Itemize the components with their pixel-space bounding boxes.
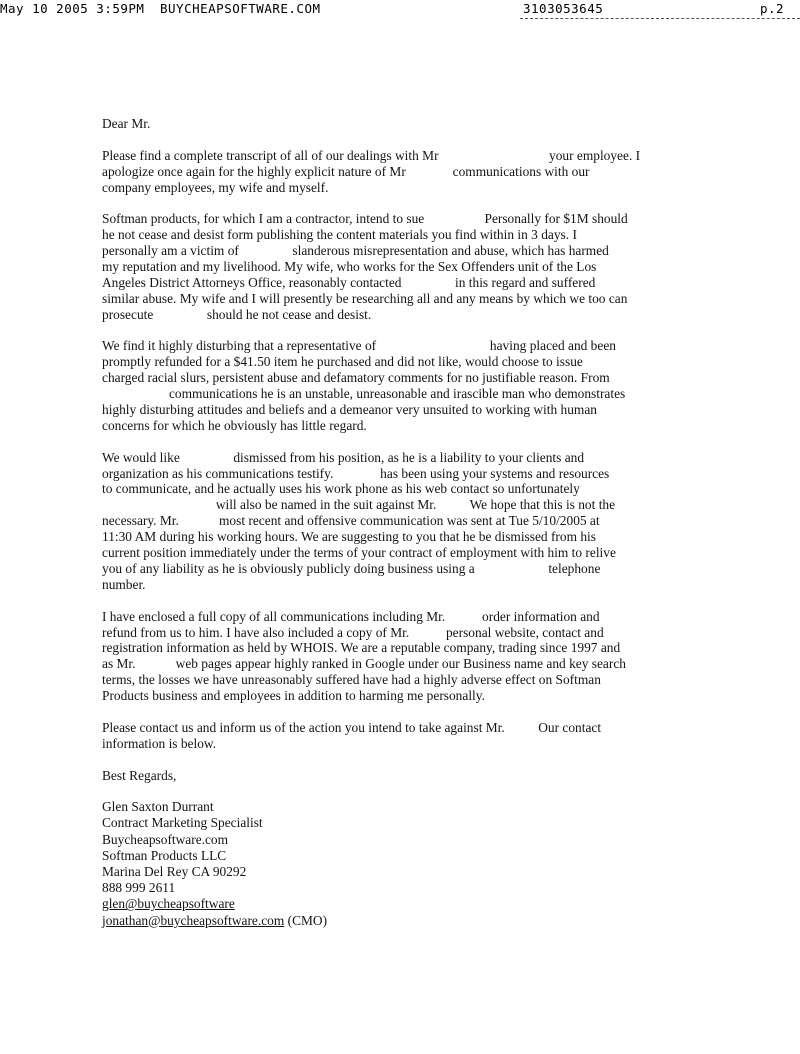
paragraph-line: company employees, my wife and myself. — [102, 179, 329, 195]
signature-title: Contract Marketing Specialist — [102, 815, 263, 831]
paragraph-line: will also be named in the suit against Mr. We hope that this is not the — [102, 497, 616, 513]
signature-block — [102, 799, 714, 929]
closing: Best Regards, — [102, 767, 177, 783]
paragraph-line: organization as his communications testify. has been using your systems and resources — [102, 465, 610, 481]
fax-sender: BUYCHEAPSOFTWARE.COM — [160, 1, 321, 16]
paragraph-line: necessary. Mr. most recent and offensive communication was sent at Tue 5/10/2005 at — [102, 513, 600, 529]
paragraph-line: 11:30 AM during his working hours. We are suggesting to you that he be dismissed from his — [102, 529, 596, 545]
email-link-jonathan[interactable]: jonathan@buycheapsoftware.com — [102, 912, 285, 928]
paragraph-line: Products business and employees in addition to harming me personally. — [102, 688, 485, 704]
paragraph-line: Softman products, for which I am a contractor, intend to sue Personally for $1M should — [102, 211, 628, 227]
paragraph-line: registration information as held by WHOIS. We are a reputable company, trading since 1997 and — [102, 640, 621, 656]
paragraph-line: Please contact us and inform us of the action you intend to take against Mr. Our contact — [102, 719, 602, 735]
email-link-glen[interactable]: glen@buycheapsoftware — [102, 896, 235, 912]
paragraph-line: current position immediately under the terms of your contract of employment with him to relive — [102, 545, 616, 561]
paragraph-line: number. — [102, 576, 146, 592]
paragraph-line: information is below. — [102, 735, 217, 751]
paragraph-lawsuit — [102, 211, 714, 322]
paragraph-contact-request — [102, 720, 714, 752]
paragraph-line: I have enclosed a full copy of all communications including Mr. order information and — [102, 608, 600, 624]
paragraph-line: prosecute should he not cease and desist. — [102, 306, 372, 322]
paragraph-line: Angeles District Attorneys Office, reasonably contacted in this regard and suffered — [102, 274, 596, 290]
paragraph-line: apologize once again for the highly explicit nature of Mr communications with our — [102, 163, 590, 179]
fax-header-rule — [520, 18, 800, 19]
paragraph-transcript — [102, 148, 714, 196]
paragraph-line: highly disturbing attitudes and beliefs and a demeanor very unsuited to working with human — [102, 402, 597, 418]
paragraph-line: We would like dismissed from his position, as he is a liability to your clients and — [102, 449, 585, 465]
paragraph-line: communications he is an unstable, unreasonable and irascible man who demonstrates — [102, 386, 626, 402]
paragraph-line: charged racial slurs, persistent abuse and defamatory comments for no justifiable reason. From — [102, 370, 610, 386]
fax-phone-number: 3103053645 — [523, 1, 604, 16]
paragraph-line: personally am a victim of slanderous misrepresentation and abuse, which has harmed — [102, 243, 609, 259]
paragraph-line: my reputation and my livelihood. My wife, who works for the Sex Offenders unit of the Los — [102, 259, 597, 275]
fax-header — [0, 0, 800, 22]
paragraph-line: Please find a complete transcript of all of our dealings with Mr your employee. I — [102, 147, 641, 163]
paragraph-disturbing — [102, 338, 714, 433]
signature-website: Buycheapsoftware.com — [102, 831, 229, 847]
signature-address: Marina Del Rey CA 90292 — [102, 864, 247, 880]
paragraph-line: promptly refunded for a $41.50 item he purchased and did not like, would choose to issue — [102, 354, 583, 370]
paragraph-line: similar abuse. My wife and I will presently be researching all and any means by which we too can — [102, 290, 628, 306]
paragraph-line: you of any liability as he is obviously publicly doing business using a telephone — [102, 560, 601, 576]
paragraph-line: refund from us to him. I have also included a copy of Mr. personal website, contact and — [102, 624, 604, 640]
signature-company: Softman Products LLC — [102, 847, 227, 863]
signature-name: Glen Saxton Durrant — [102, 799, 214, 815]
salutation: Dear Mr. — [102, 116, 151, 131]
paragraph-line: he not cease and desist form publishing the content materials you find within in 3 days. I — [102, 227, 577, 243]
fax-page-number: p.2 — [760, 1, 785, 16]
signature-phone: 888 999 2611 — [102, 880, 176, 896]
letter-body — [102, 116, 714, 929]
paragraph-dismissal — [102, 450, 714, 593]
fax-date-time: May 10 2005 3:59PM — [0, 1, 145, 16]
paragraph-line: to communicate, and he actually uses his work phone as his web contact so unfortunately — [102, 481, 580, 497]
paragraph-enclosed — [102, 609, 714, 704]
paragraph-line: concerns for which he obviously has little regard. — [102, 417, 367, 433]
paragraph-line: terms, the losses we have unreasonably suffered have had a highly adverse effect on Softman — [102, 672, 601, 688]
paragraph-line: as Mr. web pages appear highly ranked in Google under our Business name and key search — [102, 656, 626, 672]
paragraph-line: We find it highly disturbing that a representative of having placed and been — [102, 338, 616, 354]
email-note: (CMO) — [284, 912, 328, 928]
